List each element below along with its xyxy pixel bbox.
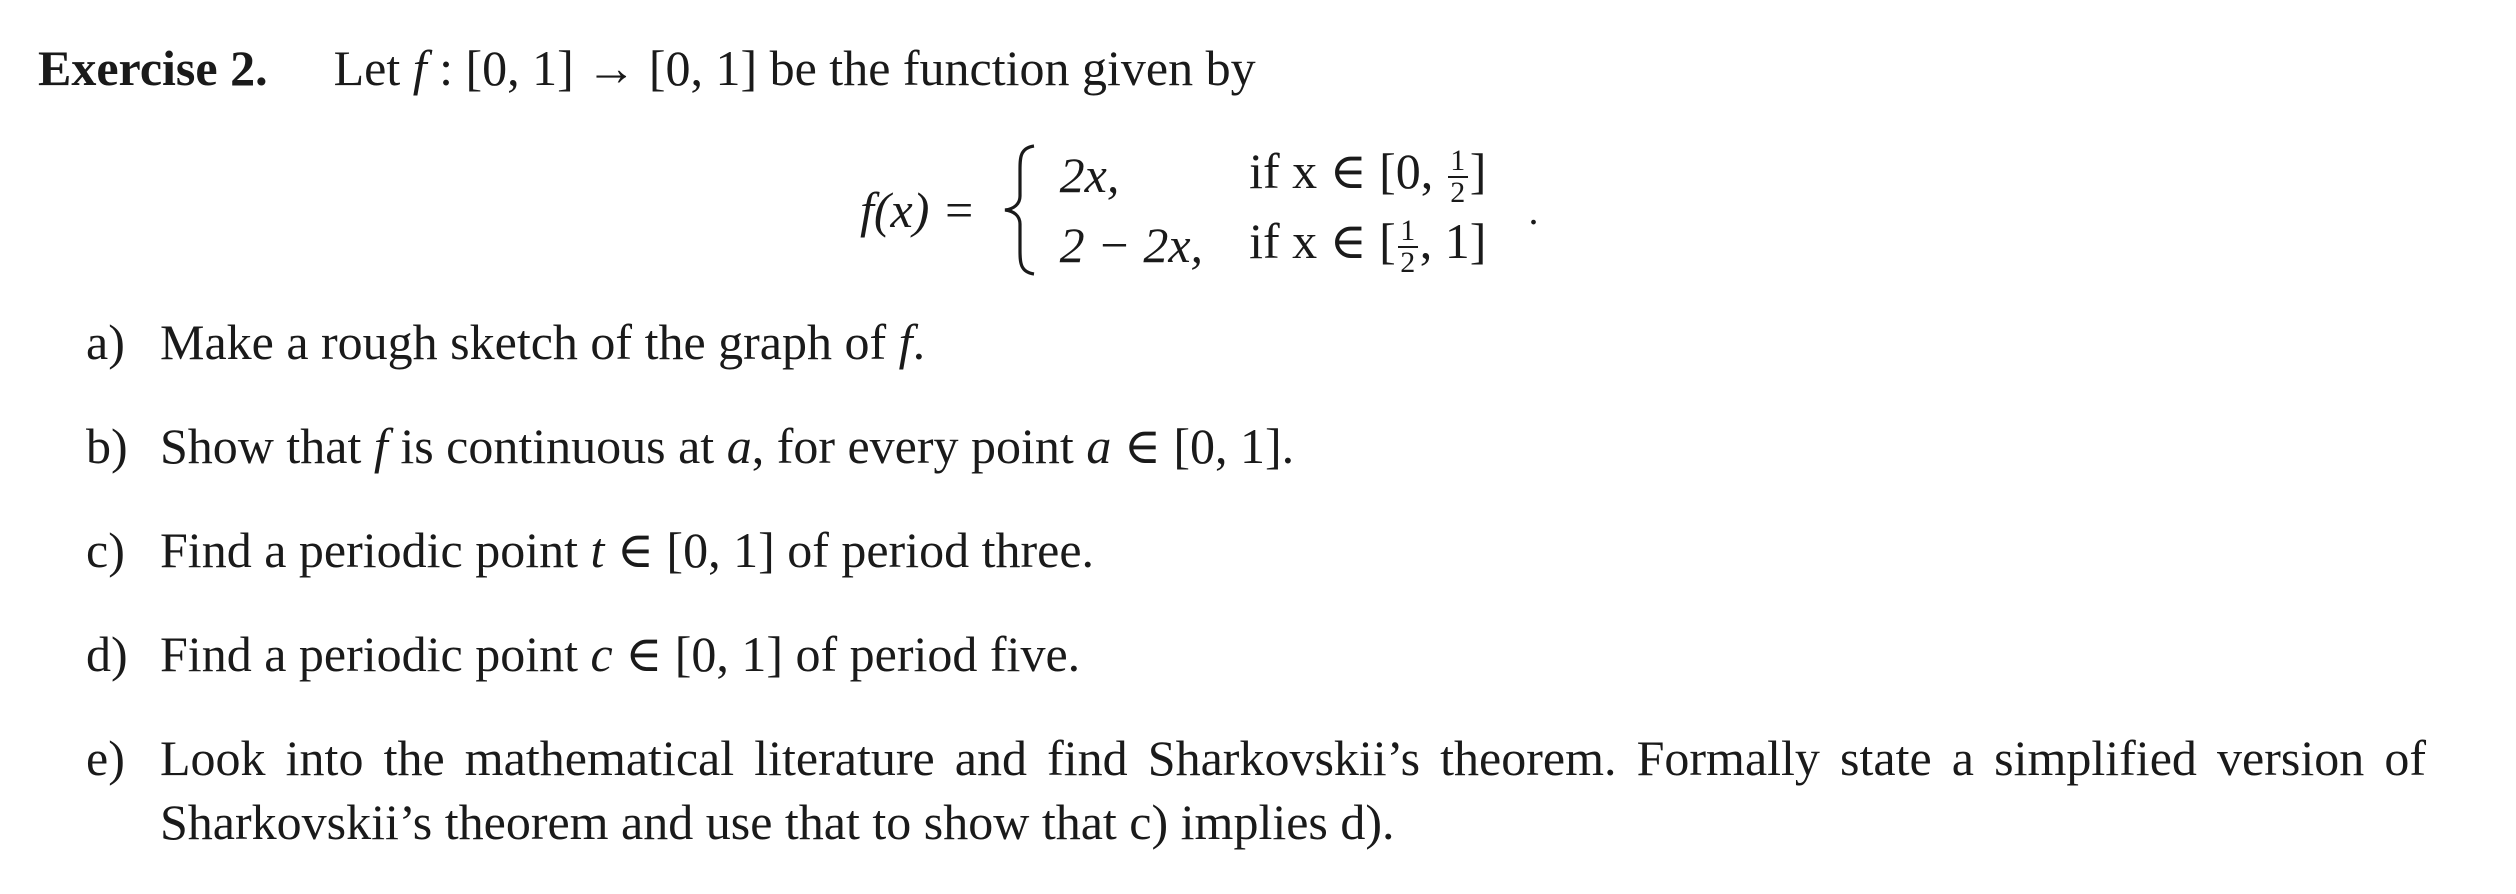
part-label: e) (86, 730, 125, 786)
part-text: Look into the mathematical literature and find Sharkovskii’s theorem. Formally state a simplified version of Sharkovskii’s theorem and use that to show that c) implies d). (160, 730, 2426, 850)
piecewise-definition (860, 140, 1538, 280)
case2-expression: 2 − 2x, (1059, 216, 1204, 273)
part-text: Find a periodic point c ∈ [0, 1] of period five. (160, 626, 1081, 682)
fraction-half: $\frac{1}{2}$ (1398, 216, 1418, 278)
definition-lhs: f(x) = (860, 182, 976, 238)
definition-period: . (1528, 187, 1539, 233)
part-label: b) (86, 418, 128, 474)
part-label: c) (86, 522, 125, 578)
part-b (86, 414, 2426, 478)
fraction-half: $\frac{1}{2}$ (1448, 146, 1468, 208)
part-a (86, 310, 2426, 374)
left-brace-icon (998, 140, 1042, 280)
intro-text-end: : [0, 1] → [0, 1] be the function given by (426, 40, 1256, 96)
cases-block (1060, 142, 1487, 277)
case1-condition: if x ∈ [0, $\frac{1}{2}$ ] (1249, 143, 1487, 209)
exercise-heading (38, 28, 1256, 108)
exercise-label: Exercise 2. (38, 40, 268, 96)
intro-text-start: Let (333, 40, 413, 96)
part-text: Find a periodic point t ∈ [0, 1] of period three. (160, 522, 1095, 578)
case1-expression: 2x, (1059, 147, 1120, 204)
part-text: Show that f is continuous at a, for every point a ∈ [0, 1]. (160, 418, 1295, 474)
part-d (86, 622, 2426, 686)
part-c (86, 518, 2426, 582)
exercise-parts (86, 310, 2426, 894)
case2-condition: if x ∈ [ $\frac{1}{2}$ , 1] (1249, 213, 1487, 279)
part-e (86, 726, 2426, 854)
part-label: a) (86, 314, 125, 370)
part-label: d) (86, 626, 128, 682)
part-text: Make a rough sketch of the graph of f. (160, 314, 926, 370)
intro-function-symbol: f (412, 40, 427, 96)
